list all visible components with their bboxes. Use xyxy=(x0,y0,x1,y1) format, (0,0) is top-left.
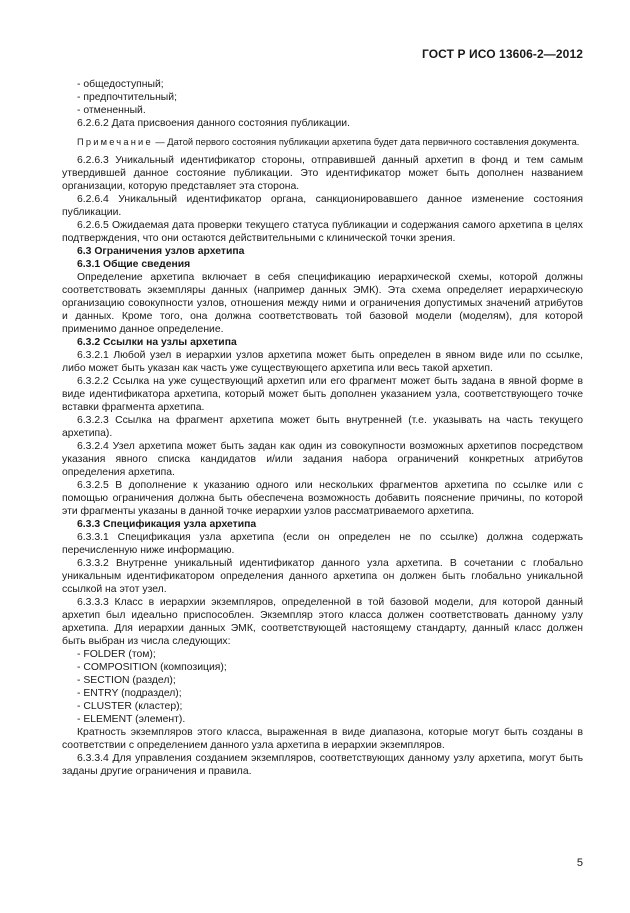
note xyxy=(62,136,583,148)
paragraph: Кратность экземпляров этого класса, выраженная в виде диапазона, которые могут быть созданы в соответствии с определением данного узла архетипа в иерархии экземпляров. xyxy=(62,727,583,751)
page-number: 5 xyxy=(576,857,583,869)
paragraph: 6.2.6.4 Уникальный идентификатор органа, санкционировавшего данное изменение состояния публикации. xyxy=(62,194,583,218)
paragraph: 6.3.2.1 Любой узел в иерархии узлов архетипа может быть определен в явном виде или по ссылке, либо может быть указан как часть уже существующего архетипа или весь такой архетип. xyxy=(62,350,583,374)
paragraph: 6.3.2.5 В дополнение к указанию одного или нескольких фрагментов архетипа по ссылке или с помощью ограничения должна быть обеспечена возможность добавить пояснение причины, по которой эти фрагменты указаны в данной точке иерархии узлов рассматриваемого архетипа. xyxy=(62,480,583,517)
paragraph: 6.2.6.5 Ожидаемая дата проверки текущего статуса публикации и содержания самого архетипа в целях подтверждения, что они остаются действительными с клинической точки зрения. xyxy=(62,220,583,244)
list-item: - предпочтительный; xyxy=(77,92,177,103)
subsection-heading: 6.3.1 Общие сведения xyxy=(77,259,191,270)
list-item: - ELEMENT (элемент). xyxy=(77,714,186,725)
document-id: ГОСТ Р ИСО 13606-2—2012 xyxy=(421,47,583,61)
list-item: - отмененный. xyxy=(77,105,146,116)
list-item: - общедоступный; xyxy=(77,79,164,90)
paragraph: 6.2.6.3 Уникальный идентификатор стороны, отправившей данный архетип в фонд и тем самым утвердившей данное состояние публикации. Это идентификатор может быть дополнен названием организации, которую представляет эта сторона. xyxy=(62,155,583,192)
paragraph: 6.3.3.3 Класс в иерархии экземпляров, определенной в той базовой модели, для которой данный архетип был идеально приспособлен. Экземпляр этого класса должен соответствовать данному узлу архетипа. Для иерархии данных ЭМК, соответствующей настоящему стандарту, данный класс должен быть выбран из числа следующих: xyxy=(62,597,583,647)
list-item: - ENTRY (подраздел); xyxy=(77,688,182,699)
list-item: - FOLDER (том); xyxy=(77,649,156,660)
page-body xyxy=(62,78,583,778)
section-heading: 6.3 Ограничения узлов архетипа xyxy=(77,246,245,257)
note-label: Примечание xyxy=(77,137,153,147)
list-item: - COMPOSITION (композиция); xyxy=(77,662,227,673)
paragraph: 6.2.6.2 Дата присвоения данного состояния публикации. xyxy=(77,118,350,129)
list-item: - CLUSTER (кластер); xyxy=(77,701,183,712)
paragraph: 6.3.2.2 Ссылка на уже существующий архетип или его фрагмент может быть задана в явной форме в виде идентификатора архетипа, который может быть дополнен указанием узла, соответствующего точке вставки фрагмента архетипа. xyxy=(62,376,583,413)
paragraph: 6.3.2.4 Узел архетипа может быть задан как один из совокупности возможных архетипов посредством указания явного списка кандидатов и/или задания набора ограничений конкретных атрибутов определения архетипа. xyxy=(62,441,583,478)
note-text: — Датой первого состояния публикации архетипа будет дата первичного составления документа. xyxy=(152,137,580,147)
paragraph: 6.3.3.4 Для управления созданием экземпляров, соответствующих данному узлу архетипа, могут быть заданы другие ограничения и правила. xyxy=(62,753,583,777)
paragraph: 6.3.3.2 Внутренне уникальный идентификатор данного узла архетипа. В сочетании с глобально уникальным идентификатором определения данного архетипа он должен быть глобально уникальной ссылкой на этот узел. xyxy=(62,558,583,595)
subsection-heading: 6.3.2 Ссылки на узлы архетипа xyxy=(77,337,237,348)
list-item: - SECTION (раздел); xyxy=(77,675,176,686)
paragraph: 6.3.2.3 Ссылка на фрагмент архетипа может быть внутренней (т.е. указывать на часть текущего архетипа). xyxy=(62,415,583,439)
paragraph: 6.3.3.1 Спецификация узла архетипа (если он определен не по ссылке) должна содержать перечисленную ниже информацию. xyxy=(62,532,583,556)
subsection-heading: 6.3.3 Спецификация узла архетипа xyxy=(77,519,257,530)
paragraph: Определение архетипа включает в себя спецификацию иерархической схемы, которой должны соответствовать экземпляры данных (например данных ЭМК). Эта схема определяет иерархическую организацию совокупности узлов, отношения между ними и ограничения допустимых значений атрибутов и данных. Кроме того, она должна соответствовать той базовой модели (моделям), для которой применимо данное определение. xyxy=(62,272,583,335)
